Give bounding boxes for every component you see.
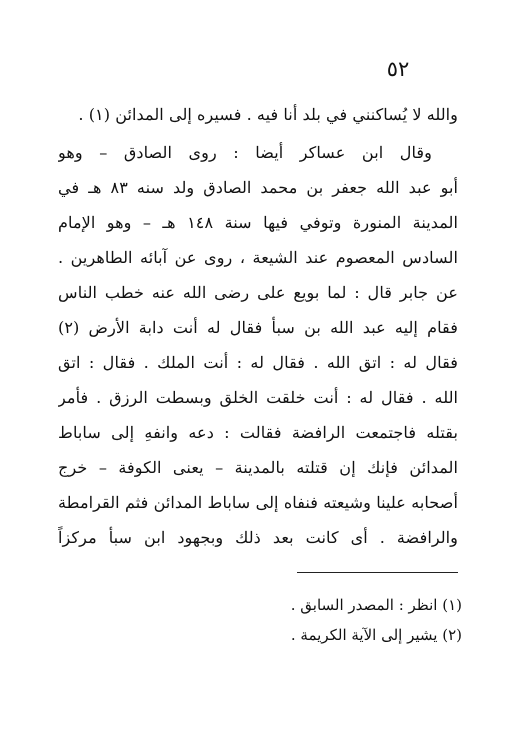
text-line: عن جابر قال : لما بويع على رضى الله عنه خطب الناس (58, 283, 458, 302)
text-line: المدينة المنورة وتوفي فيها سنة ١٤٨ هـ – وهو الإمام (58, 213, 458, 232)
footnotes (150, 590, 462, 650)
text-line: والله لا يُساكنني في بلد أنا فيه . فسيره إلى المدائن (١) . (78, 105, 458, 124)
text-line: والرافضة . أى كانت بعد ذلك وبجهود ابن سبأ مركزاً (58, 528, 458, 547)
text-line: وقال ابن عساكر أيضا : روى الصادق – وهو (58, 143, 432, 162)
text-line: الله . فقال له : أنت خلقت الخلق وبسطت الرزق . فأمر (58, 388, 458, 407)
text-line: فقال له : اتق الله . فقال له : أنت الملك . فقال : اتق (58, 353, 458, 372)
text-line: فقام إليه عبد الله بن سبأ فقال له أنت دابة الأرض (٢) (58, 318, 458, 337)
text-line: بقتله فاجتمعت الرافضة فقالت : دعه وانفهِ إلى ساباط (58, 423, 458, 442)
footnote-separator (297, 572, 458, 573)
text-line: أبو عبد الله جعفر بن محمد الصادق ولد سنه ٨٣ هـ في (58, 178, 458, 197)
page-number: ٥٢ (386, 57, 410, 81)
footnote-2: (٢) يشير إلى الآية الكريمة . (290, 626, 462, 644)
text-line: المدائن فإنك إن قتلته بالمدينة – يعنى الكوفة – خرج (58, 458, 458, 477)
text-line: السادس المعصوم عند الشيعة ، روى عن آبائه الطاهرين . (58, 248, 458, 267)
text-line: أصحابه علينا وشيعته فنفاه إلى ساباط المدائن فثم القرامطة (58, 493, 458, 512)
footnote-1: (١) انظر : المصدر السابق . (290, 596, 462, 614)
main-text (58, 97, 458, 555)
